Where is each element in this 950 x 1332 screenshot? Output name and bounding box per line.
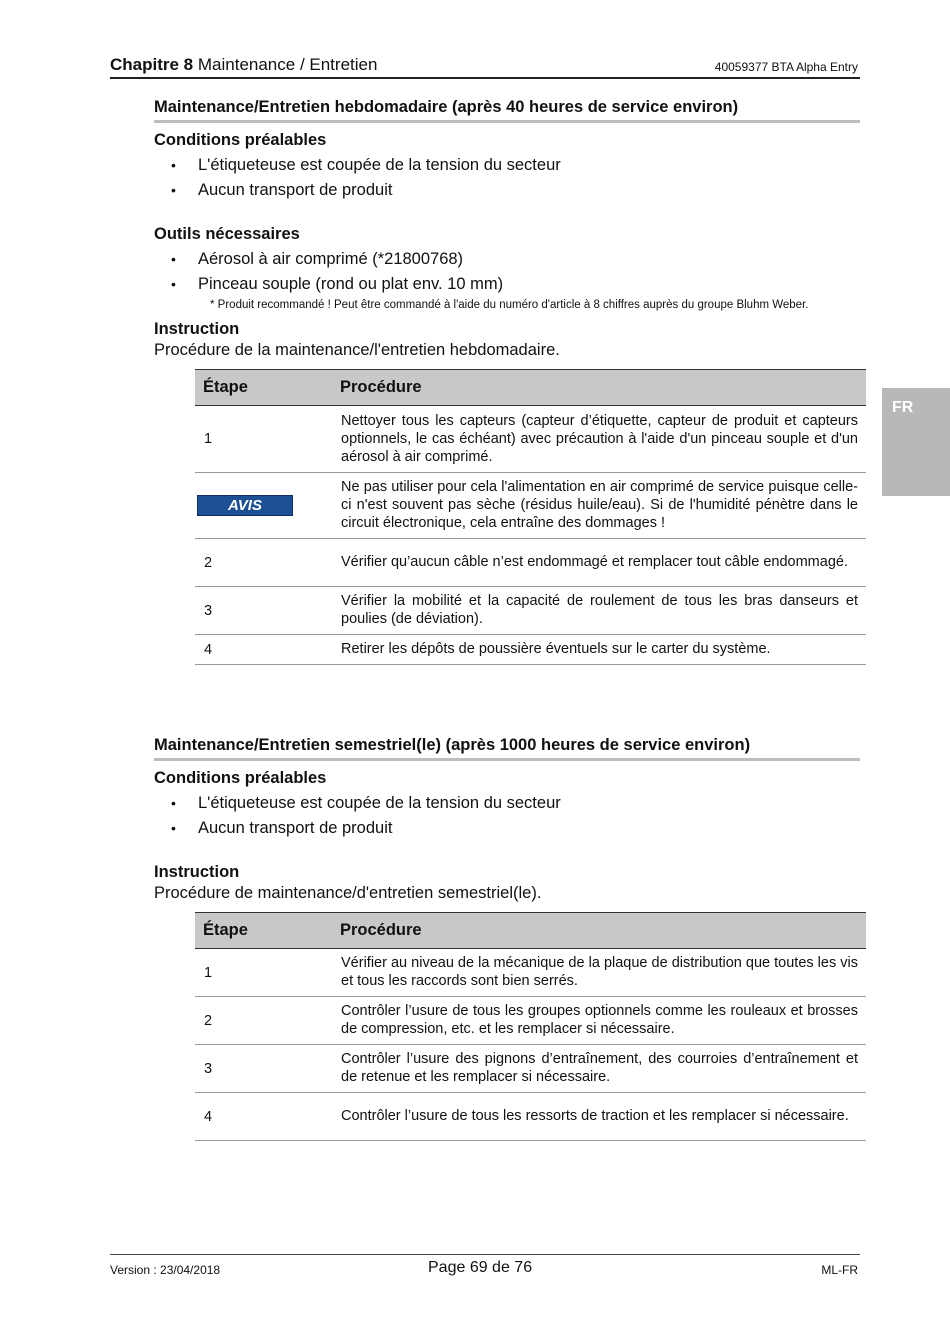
- language-tab: [882, 388, 950, 496]
- step-number: 2: [195, 539, 331, 587]
- page-header: [110, 55, 860, 79]
- table-header-row: [195, 370, 866, 406]
- step-column-header: Étape: [195, 370, 331, 406]
- weekly-maintenance-section: [154, 98, 866, 665]
- table-row: [195, 539, 866, 587]
- page-footer: [110, 1254, 860, 1277]
- semiannual-maintenance-section: [154, 736, 866, 1141]
- weekly-instruction-text: Procédure de la maintenance/l'entretien hebdomadaire.: [154, 341, 560, 359]
- procedure-text: Contrôler l’usure de tous les ressorts de traction et les remplacer si nécessaire.: [331, 1093, 866, 1141]
- procedure-text: Contrôler l’usure des pignons d’entraînement, des courroies d’entraînement et de retenue et les remplacer si nécessaire.: [331, 1045, 866, 1093]
- procedure-text: Ne pas utiliser pour cela l'alimentation en air comprimé de service puisque celle-ci n'est souvent pas sèche (résidus huile/eau). Si de l'humidité pénètre dans le circuit électronique, cela entraîne des dommages !: [331, 473, 866, 539]
- list-item: • Aérosol à air comprimé (*21800768): [154, 247, 866, 272]
- list-item: • Aucun transport de produit: [154, 178, 866, 203]
- table-row-notice: [195, 473, 866, 539]
- semiannual-section-title: Maintenance/Entretien semestriel(le) (après 1000 heures de service environ): [154, 736, 860, 761]
- step-number: 3: [195, 587, 331, 635]
- chapter-heading: [110, 55, 377, 75]
- table-row: [195, 1045, 866, 1093]
- chapter-label: Chapitre 8: [110, 55, 194, 74]
- procedure-column-header: Procédure: [331, 913, 866, 949]
- weekly-tools-title: Outils nécessaires: [154, 225, 300, 243]
- step-number: 3: [195, 1045, 331, 1093]
- weekly-procedure-table: [195, 369, 866, 665]
- list-item: • Aucun transport de produit: [154, 816, 866, 841]
- weekly-instruction-title: Instruction: [154, 320, 240, 338]
- step-number: 4: [195, 635, 331, 665]
- table-row: [195, 949, 866, 997]
- semiannual-instruction-title: Instruction: [154, 863, 240, 881]
- semiannual-conditions-title: Conditions préalables: [154, 769, 327, 787]
- semiannual-instruction-text: Procédure de maintenance/d'entretien semestriel(le).: [154, 884, 542, 902]
- page-number: Page 69 de 76: [428, 1259, 533, 1276]
- table-row: [195, 1093, 866, 1141]
- table-row: [195, 635, 866, 665]
- tools-footnote: * Produit recommandé ! Peut être commandé à l'aide du numéro d'article à 8 chiffres auprès du groupe Bluhm Weber.: [210, 299, 809, 311]
- semiannual-procedure-table: [195, 912, 866, 1141]
- step-number: 1: [195, 949, 331, 997]
- step-number: 2: [195, 997, 331, 1045]
- weekly-section-title: Maintenance/Entretien hebdomadaire (après 40 heures de service environ): [154, 98, 860, 123]
- table-row: [195, 997, 866, 1045]
- weekly-tools-list: [154, 247, 866, 296]
- chapter-title: Maintenance / Entretien: [197, 55, 378, 74]
- version-date: Version : 23/04/2018: [110, 1263, 221, 1277]
- step-column-header: Étape: [195, 913, 331, 949]
- list-item: • L'étiqueteuse est coupée de la tension du secteur: [154, 153, 866, 178]
- procedure-column-header: Procédure: [331, 370, 866, 406]
- procedure-text: Retirer les dépôts de poussière éventuels sur le carter du système.: [331, 635, 866, 665]
- list-item: • L'étiqueteuse est coupée de la tension du secteur: [154, 791, 866, 816]
- document-reference: 40059377 BTA Alpha Entry: [714, 60, 858, 74]
- procedure-text: Vérifier au niveau de la mécanique de la plaque de distribution que toutes les vis et tous les raccords sont bien serrés.: [331, 949, 866, 997]
- weekly-conditions-title: Conditions préalables: [154, 131, 327, 149]
- list-item: • Pinceau souple (rond ou plat env. 10 mm): [154, 272, 866, 297]
- table-row: [195, 406, 866, 473]
- procedure-text: Nettoyer tous les capteurs (capteur d’étiquette, capteur de produit et capteurs optionnels, le cas échéant) avec précaution à l'aide d'un pinceau souple et d'un aérosol à air comprimé.: [331, 406, 866, 473]
- procedure-text: Vérifier la mobilité et la capacité de roulement de tous les bras danseurs et poulies (de déviation).: [331, 587, 866, 635]
- semiannual-conditions-list: [154, 791, 866, 840]
- language-tab-label: FR: [892, 399, 914, 416]
- language-code: ML-FR: [821, 1263, 858, 1277]
- procedure-text: Contrôler l’usure de tous les groupes optionnels comme les rouleaux et brosses de compression, etc. et les remplacer si nécessaire.: [331, 997, 866, 1045]
- notice-badge: AVIS: [197, 495, 293, 516]
- step-number: 1: [195, 406, 331, 473]
- procedure-text: Vérifier qu’aucun câble n’est endommagé et remplacer tout câble endommagé.: [331, 539, 866, 587]
- table-header-row: [195, 913, 866, 949]
- step-number: 4: [195, 1093, 331, 1141]
- weekly-conditions-list: [154, 153, 866, 202]
- table-row: [195, 587, 866, 635]
